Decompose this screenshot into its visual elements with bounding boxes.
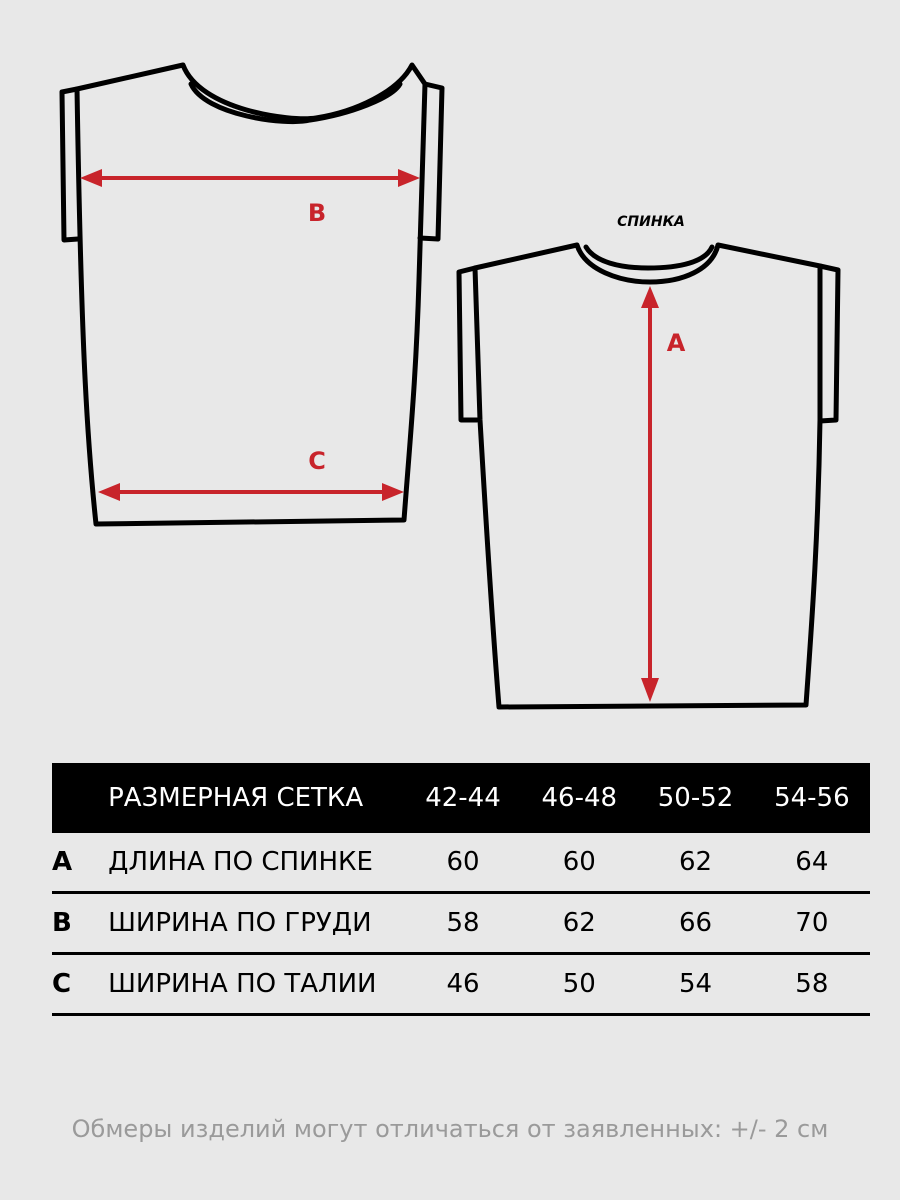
measure-a-label: A <box>666 329 686 357</box>
row-letter: C <box>52 954 108 1015</box>
size-table-header <box>52 763 870 833</box>
row-value: 62 <box>637 833 753 893</box>
row-value: 62 <box>521 893 637 954</box>
row-value: 60 <box>405 833 521 893</box>
row-value: 66 <box>637 893 753 954</box>
measure-b-label: B <box>307 199 327 227</box>
header-spacer <box>52 763 108 833</box>
measurement-tolerance-note: Обмеры изделий могут отличаться от заявленных: +/- 2 см <box>71 1115 829 1143</box>
row-value: 60 <box>521 833 637 893</box>
size-table-title: РАЗМЕРНАЯ СЕТКА <box>108 763 405 833</box>
size-header-4: 54-56 <box>754 763 870 833</box>
size-table <box>52 763 870 1016</box>
row-value: 70 <box>754 893 870 954</box>
row-letter: A <box>52 833 108 893</box>
table-row <box>52 833 870 893</box>
table-row <box>52 954 870 1015</box>
table-row <box>52 893 870 954</box>
back-view-label: СПИНКА <box>617 214 685 230</box>
row-measurement-name: ШИРИНА ПО ГРУДИ <box>108 893 405 954</box>
size-header-1: 42-44 <box>405 763 521 833</box>
measure-c-label: C <box>308 447 326 475</box>
row-value: 58 <box>754 954 870 1015</box>
row-value: 46 <box>405 954 521 1015</box>
row-value: 58 <box>405 893 521 954</box>
row-letter: B <box>52 893 108 954</box>
row-measurement-name: ШИРИНА ПО ТАЛИИ <box>108 954 405 1015</box>
size-header-3: 50-52 <box>637 763 753 833</box>
size-header-2: 46-48 <box>521 763 637 833</box>
row-measurement-name: ДЛИНА ПО СПИНКЕ <box>108 833 405 893</box>
row-value: 64 <box>754 833 870 893</box>
row-value: 54 <box>637 954 753 1015</box>
front-garment <box>62 65 442 524</box>
row-value: 50 <box>521 954 637 1015</box>
